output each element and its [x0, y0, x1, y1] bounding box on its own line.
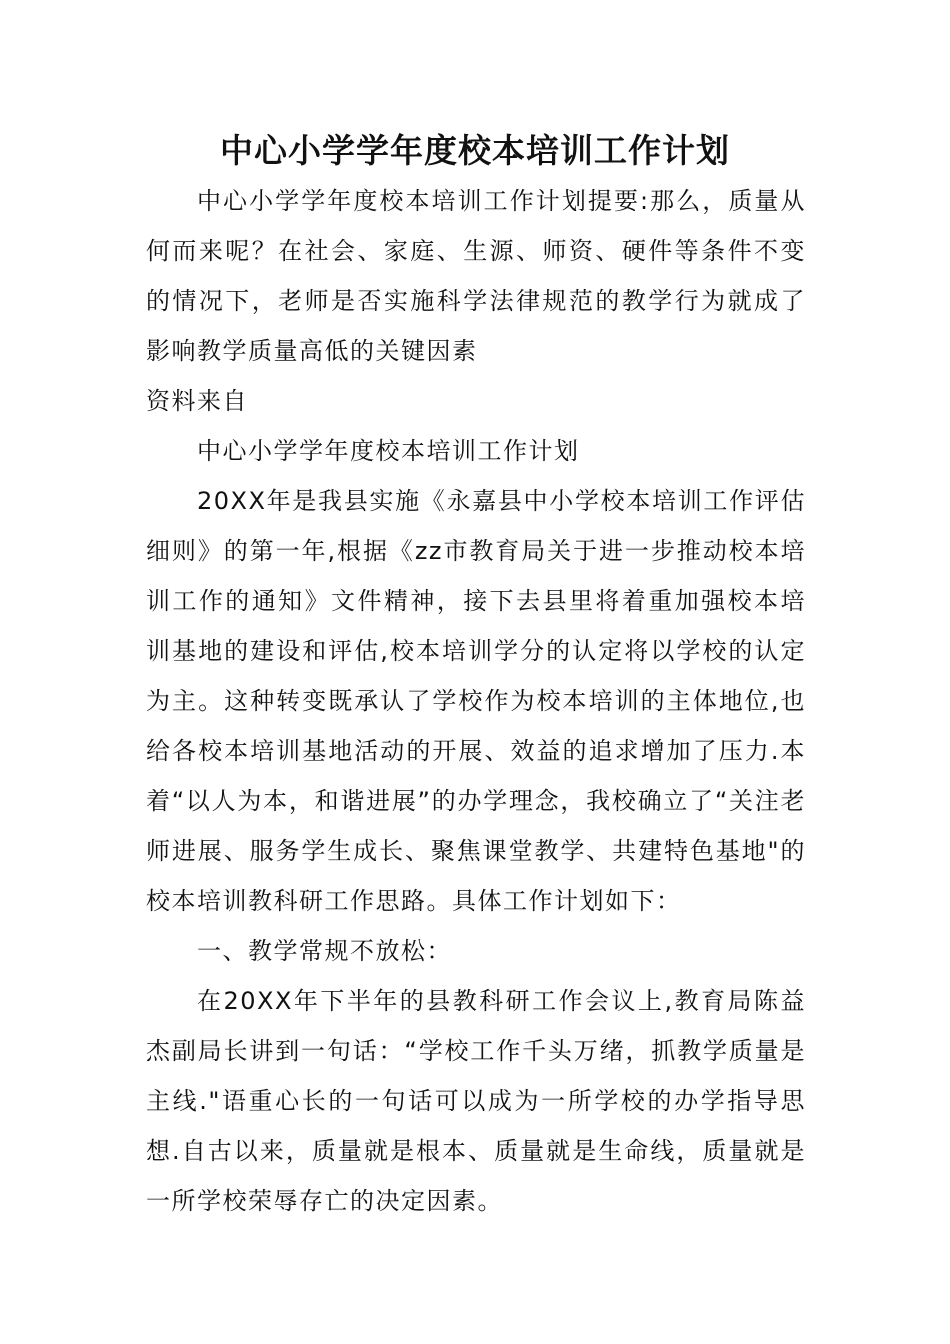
document-body [146, 176, 806, 1226]
subtitle-line: 中心小学学年度校本培训工作计划 [197, 437, 580, 465]
section-paragraph: 在20XX年下半年的县教科研工作会议上,教育局陈益杰副局长讲到一句话：“学校工作千头万绪，抓教学质量是主线."语重心长的一句话可以成为一所学校的办学指导思想.自古以来，质量就是根本、质量就是生命线，质量就是一所学校荣辱存亡的决定因素。 [146, 987, 806, 1215]
intro-paragraph: 20XX年是我县实施《永嘉县中小学校本培训工作评估细则》的第一年,根据《zz市教育局关于进一步推动校本培训工作的通知》文件精神，接下去县里将着重加强校本培训基地的建设和评估,校本培训学分的认定将以学校的认定为主。这种转变既承认了学校作为校本培训的主体地位,也给各校本培训基地活动的开展、效益的追求增加了压力.本着“以人为本，和谐进展”的办学理念，我校确立了“关注老师进展、服务学生成长、聚焦课堂教学、共建特色基地"的校本培训教科研工作思路。具体工作计划如下： [146, 487, 806, 915]
section-heading: 一、教学常规不放松： [197, 937, 452, 965]
document-title: 中心小学学年度校本培训工作计划 [220, 131, 730, 170]
summary-paragraph: 中心小学学年度校本培训工作计划提要:那么，质量从何而来呢？在社会、家庭、生源、师资、硬件等条件不变的情况下，老师是否实施科学法律规范的教学行为就成了影响教学质量高低的关键因素 [146, 187, 806, 365]
source-line: 资料来自 [146, 387, 248, 415]
